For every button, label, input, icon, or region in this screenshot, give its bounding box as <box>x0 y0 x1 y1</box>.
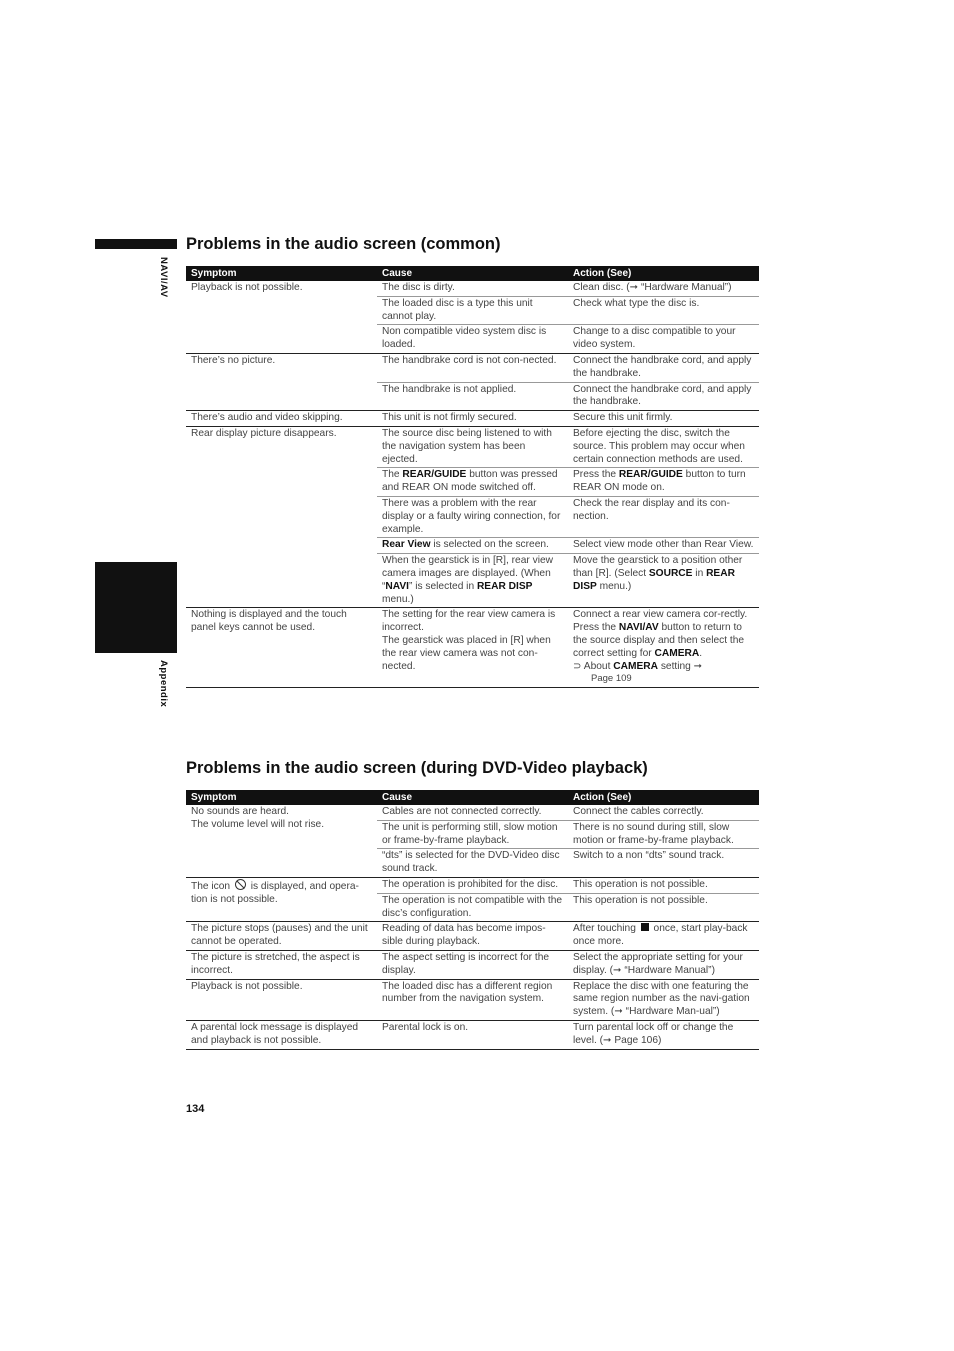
action-cell: Connect the handbrake cord, and apply the handbrake. <box>568 382 759 411</box>
header-symptom: Symptom <box>186 266 377 281</box>
action-cell: Switch to a non “dts” sound track. <box>568 849 759 878</box>
table-row <box>186 950 759 979</box>
header-cause: Cause <box>377 790 568 805</box>
reference-note: ⊃ About CAMERA setting ➞ <box>573 660 703 672</box>
action-cell: Check what type the disc is. <box>568 296 759 325</box>
header-cause: Cause <box>377 266 568 281</box>
action-cell: Secure this unit firmly. <box>568 411 759 427</box>
symptom-cell: No sounds are heard. The volume level will not rise. <box>186 805 377 877</box>
table-header-row <box>186 266 759 281</box>
dvd-problems-table <box>186 790 759 1050</box>
cause-cell: The REAR/GUIDE button was pressed and REAR ON mode switched off. <box>377 468 568 497</box>
reference-page: Page 109 <box>591 673 632 685</box>
table-row <box>186 353 759 382</box>
cause-cell: Rear View is selected on the screen. <box>377 538 568 554</box>
action-cell: Clean disc. (➞ “Hardware Manual”) <box>568 281 759 296</box>
cause-cell: When the gearstick is in [R], rear view camera images are displayed. (When “NAVI” is selected in REAR DISP menu.) <box>377 554 568 608</box>
cause-cell: This unit is not firmly secured. <box>377 411 568 427</box>
action-cell: Before ejecting the disc, switch the source. This problem may occur when certain connection methods are used. <box>568 426 759 467</box>
action-cell: There is no sound during still, slow motion or frame-by-frame playback. <box>568 820 759 849</box>
cause-cell: Reading of data has become impos-sible during playback. <box>377 922 568 951</box>
table-row <box>186 608 759 688</box>
symptom-cell: The picture is stretched, the aspect is incorrect. <box>186 950 377 979</box>
page-number: 134 <box>186 1103 205 1115</box>
table-row <box>186 411 759 427</box>
action-cell: After touching once, start play-back once more. <box>568 922 759 951</box>
action-cell: Replace the disc with one featuring the same region number as the navi-gation system. (➞ “Hardware Man-ual”) <box>568 979 759 1020</box>
action-cell: Move the gearstick to a position other than [R]. (Select SOURCE in REAR DISP menu.) <box>568 554 759 608</box>
appendix-tab-label: Appendix <box>158 660 169 708</box>
section-title-common: Problems in the audio screen (common) <box>186 235 501 253</box>
symptom-cell: A parental lock message is displayed and playback is not possible. <box>186 1020 377 1049</box>
symptom-cell: Playback is not possible. <box>186 979 377 1020</box>
section-tab-bar <box>95 239 177 249</box>
action-cell: Check the rear display and its con-nection. <box>568 496 759 537</box>
cause-cell: Cables are not connected correctly. <box>377 805 568 820</box>
table-row <box>186 922 759 951</box>
symptom-cell: The icon is displayed, and opera-tion is not possible. <box>186 877 377 921</box>
action-cell: Select view mode other than Rear View. <box>568 538 759 554</box>
cause-cell: Parental lock is on. <box>377 1020 568 1049</box>
symptom-cell: There’s no picture. <box>186 353 377 410</box>
table-header-row <box>186 790 759 805</box>
header-action: Action (See) <box>568 266 759 281</box>
cause-cell: The aspect setting is incorrect for the display. <box>377 950 568 979</box>
cause-cell: The source disc being listened to with the navigation system has been ejected. <box>377 426 568 467</box>
action-cell: Select the appropriate setting for your display. (➞ “Hardware Manual”) <box>568 950 759 979</box>
action-cell: Turn parental lock off or change the level. (➞ Page 106) <box>568 1020 759 1049</box>
cause-cell: The loaded disc is a type this unit cannot play. <box>377 296 568 325</box>
navi-av-tab-label: NAVI/AV <box>158 257 169 298</box>
appendix-tab-block <box>95 562 177 653</box>
header-action: Action (See) <box>568 790 759 805</box>
table-row <box>186 281 759 296</box>
symptom-cell: Nothing is displayed and the touch panel keys cannot be used. <box>186 608 377 688</box>
symptom-cell: Playback is not possible. <box>186 281 377 353</box>
table-row <box>186 805 759 820</box>
symptom-cell: The picture stops (pauses) and the unit cannot be operated. <box>186 922 377 951</box>
section-title-dvd: Problems in the audio screen (during DVD-Video playback) <box>186 759 648 777</box>
prohibited-icon <box>235 879 246 890</box>
cause-cell: “dts” is selected for the DVD-Video disc sound track. <box>377 849 568 878</box>
cause-cell: There was a problem with the rear display or a faulty wiring connection, for example. <box>377 496 568 537</box>
symptom-cell: There’s audio and video skipping. <box>186 411 377 427</box>
cause-cell: The disc is dirty. <box>377 281 568 296</box>
table-row <box>186 979 759 1020</box>
action-cell: Connect the handbrake cord, and apply the handbrake. <box>568 353 759 382</box>
action-cell: Connect a rear view camera cor-rectly. Press the NAVI/AV button to return to the source display and then select the correct setting for CAMERA. ⊃ About CAMERA setting ➞ Page 109 <box>568 608 759 688</box>
cause-cell: The setting for the rear view camera is incorrect. The gearstick was placed in [R] when the rear view camera was not con-nected. <box>377 608 568 688</box>
cause-cell: The unit is performing still, slow motion or frame-by-frame playback. <box>377 820 568 849</box>
action-cell: Change to a disc compatible to your video system. <box>568 325 759 354</box>
stop-icon <box>641 923 649 931</box>
common-problems-table <box>186 266 759 688</box>
action-cell: This operation is not possible. <box>568 893 759 922</box>
header-symptom: Symptom <box>186 790 377 805</box>
cause-cell: Non compatible video system disc is loaded. <box>377 325 568 354</box>
table-row <box>186 1020 759 1049</box>
cause-cell: The loaded disc has a different region number from the navigation system. <box>377 979 568 1020</box>
table-row <box>186 426 759 467</box>
cause-cell: The operation is not compatible with the disc’s configuration. <box>377 893 568 922</box>
action-cell: Press the REAR/GUIDE button to turn REAR ON mode on. <box>568 468 759 497</box>
cause-cell: The handbrake cord is not con-nected. <box>377 353 568 382</box>
action-cell: This operation is not possible. <box>568 877 759 893</box>
cause-cell: The handbrake is not applied. <box>377 382 568 411</box>
table-row <box>186 877 759 893</box>
symptom-cell: Rear display picture disappears. <box>186 426 377 607</box>
action-cell: Connect the cables correctly. <box>568 805 759 820</box>
cause-cell: The operation is prohibited for the disc. <box>377 877 568 893</box>
